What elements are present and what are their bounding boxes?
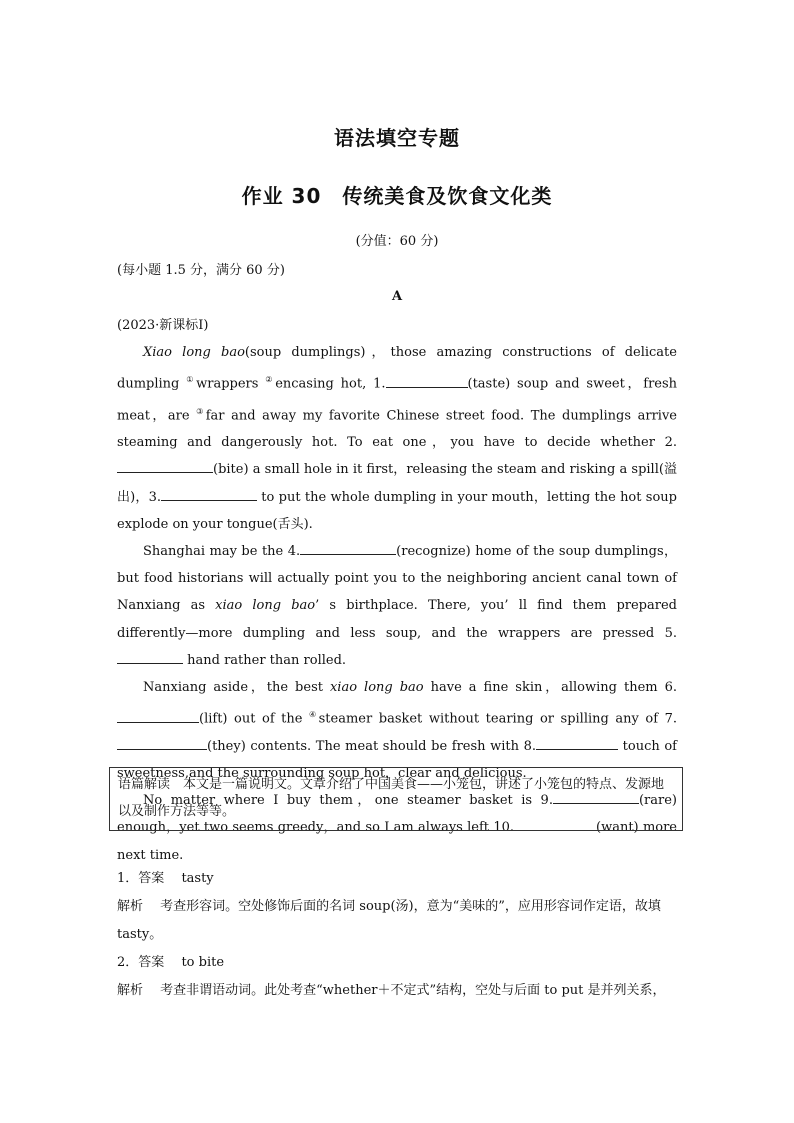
- analysis-label: 语篇解读: [118, 777, 171, 792]
- page-title: 语法填空专题: [334, 126, 460, 150]
- paragraph-3: Nanxiang aside，the best xiao long bao have a fine skin，allowing them 6.(lift) out of the ④steamer basket without tearing or spilling any of 7.(they) contents. The meat should be fresh with 8. touch of sweetness,and the surrounding soup hot，clear and delicious.: [117, 680, 677, 782]
- paragraph-4: No matter where I buy them，one steamer basket is 9. (rare) enough，yet two seems greedy，and so I am always left 10. (want) more next time.: [117, 793, 678, 863]
- assignment-title: 作业 30 传统美食及饮食文化类: [241, 184, 553, 208]
- blank-3[interactable]: [161, 488, 257, 501]
- blank-1[interactable]: [386, 375, 468, 388]
- blank-7[interactable]: [117, 737, 207, 750]
- source-note: (2023·新课标Ⅰ): [117, 318, 209, 333]
- answer-section: [117, 865, 677, 1005]
- score-note: (分值：60 分): [355, 234, 439, 249]
- blank-8[interactable]: [536, 737, 618, 750]
- explanation-2: 解析 考查非谓语动词。此处考查“whether＋不定式”结构，空处与后面 to put 是并列关系，: [117, 983, 666, 998]
- blank-2[interactable]: [117, 460, 213, 473]
- analysis-text: 本文是一篇说明文。文章介绍了中国美食——小笼包，讲述了小笼包的特点、发源地以及制作方法等等。: [118, 777, 665, 819]
- analysis-box: [109, 767, 683, 831]
- blank-4[interactable]: [300, 542, 396, 555]
- explanation-1: 解析 考查形容词。空处修饰后面的名词 soup(汤)，意为“美味的”，应用形容词作定语，故填 tasty。: [117, 899, 661, 942]
- blank-5[interactable]: [117, 651, 183, 664]
- blank-6[interactable]: [117, 710, 199, 723]
- answer-1: 1．答案 tasty: [117, 871, 214, 886]
- per-item-note: (每小题 1.5 分，满分 60 分): [117, 263, 285, 278]
- section-label: A: [391, 289, 403, 304]
- paragraph-2: Shanghai may be the 4. (recognize) home of the soup dumplings，but food historians will actually point you to the neighboring ancient canal town of Nanxiang as xiao long bao’ s birthplace. There, you’ ll find them prepared differently—more dumpling and less soup, and the wrappers are pressed 5. hand rather than rolled.: [117, 544, 677, 668]
- paragraph-1: Xiao long bao(soup dumplings)，those amazing constructions of delicate dumpling ①wrappers ②encasing hot, 1. (taste) soup and sweet，fresh meat，are ③far and away my favorite Chinese street food. The dumplings arrive steaming and dangerously hot. To eat one，you have to decide whether 2.(bite) a small hole in it first，releasing the steam and risking a spill(溢出)，3. to put the whole dumpling in your mouth，letting the hot soup explode on your tongue(舌头).: [117, 345, 678, 532]
- answer-2: 2．答案 to bite: [117, 955, 225, 970]
